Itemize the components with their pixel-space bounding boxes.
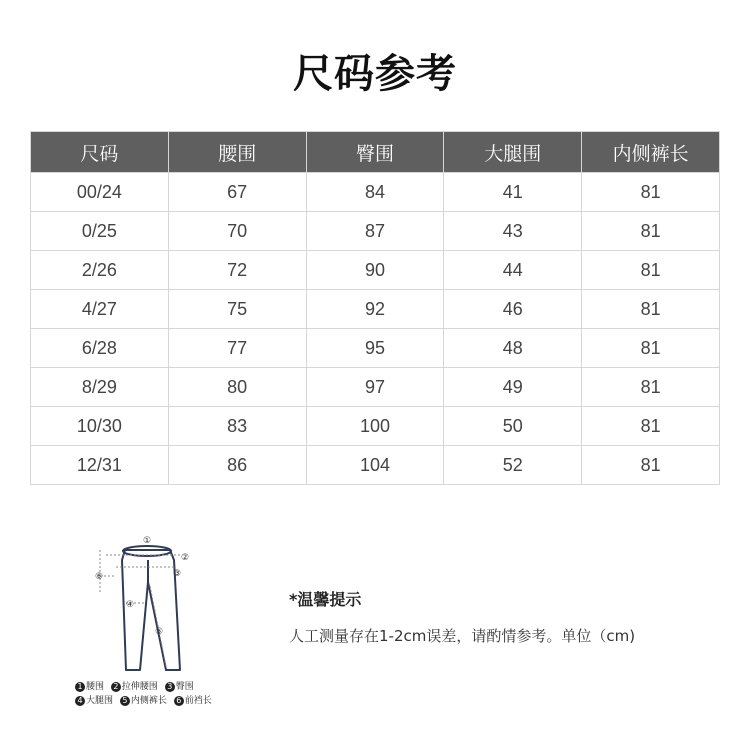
cell-size: 12/31 <box>31 446 169 485</box>
cell-waist: 77 <box>168 329 306 368</box>
cell-waist: 70 <box>168 212 306 251</box>
diagram-legend <box>75 680 216 708</box>
tip-text: 人工测量存在1-2cm误差，请酌情参考。单位（cm) <box>289 627 636 645</box>
cell-size: 8/29 <box>31 368 169 407</box>
cell-inseam: 81 <box>582 251 720 290</box>
cell-inseam: 81 <box>582 368 720 407</box>
cell-hip: 92 <box>306 290 444 329</box>
legend-item: 6 前裆长 <box>174 696 212 706</box>
table-row <box>31 212 720 251</box>
legend-item: 1 腰围 <box>75 682 104 692</box>
header-thigh: 大腿围 <box>444 132 582 173</box>
cell-hip: 97 <box>306 368 444 407</box>
pants-outline-icon <box>122 550 180 670</box>
cell-thigh: 41 <box>444 173 582 212</box>
cell-inseam: 81 <box>582 407 720 446</box>
cell-hip: 100 <box>306 407 444 446</box>
marker-6: ⑥ <box>95 572 104 582</box>
cell-thigh: 48 <box>444 329 582 368</box>
legend-item: 5 内侧裤长 <box>120 696 167 706</box>
cell-size: 4/27 <box>31 290 169 329</box>
cell-size: 6/28 <box>31 329 169 368</box>
cell-inseam: 81 <box>582 212 720 251</box>
cell-thigh: 44 <box>444 251 582 290</box>
legend-item: 4 大腿围 <box>75 696 113 706</box>
cell-inseam: 81 <box>582 173 720 212</box>
cell-thigh: 52 <box>444 446 582 485</box>
cell-hip: 90 <box>306 251 444 290</box>
cell-inseam: 81 <box>582 290 720 329</box>
table-row <box>31 446 720 485</box>
table-header-row <box>31 132 720 173</box>
marker-4: ④ <box>126 600 135 610</box>
cell-waist: 80 <box>168 368 306 407</box>
tip-title: *温馨提示 <box>289 590 362 609</box>
cell-waist: 67 <box>168 173 306 212</box>
marker-3: ③ <box>173 569 182 579</box>
table-row <box>31 368 720 407</box>
cell-hip: 87 <box>306 212 444 251</box>
header-inseam: 内侧裤长 <box>582 132 720 173</box>
cell-thigh: 49 <box>444 368 582 407</box>
cell-hip: 84 <box>306 173 444 212</box>
cell-size: 2/26 <box>31 251 169 290</box>
marker-1: ① <box>143 536 152 546</box>
cell-thigh: 43 <box>444 212 582 251</box>
page-title: 尺码参考 <box>293 51 457 97</box>
cell-size: 10/30 <box>31 407 169 446</box>
table-row <box>31 290 720 329</box>
legend-item: 2 拉伸腰围 <box>111 682 158 692</box>
cell-thigh: 46 <box>444 290 582 329</box>
cell-size: 0/25 <box>31 212 169 251</box>
table-row <box>31 407 720 446</box>
cell-inseam: 81 <box>582 446 720 485</box>
header-hip: 臀围 <box>306 132 444 173</box>
cell-hip: 95 <box>306 329 444 368</box>
legend-item: 3 臀围 <box>165 682 194 692</box>
marker-2: ② <box>181 553 190 563</box>
legend-row <box>75 680 216 694</box>
table-row <box>31 173 720 212</box>
table-row <box>31 329 720 368</box>
header-waist: 腰围 <box>168 132 306 173</box>
cell-waist: 75 <box>168 290 306 329</box>
legend-row <box>75 694 216 708</box>
marker-5: ⑤ <box>155 627 164 637</box>
cell-waist: 86 <box>168 446 306 485</box>
cell-hip: 104 <box>306 446 444 485</box>
cell-inseam: 81 <box>582 329 720 368</box>
cell-size: 00/24 <box>31 173 169 212</box>
cell-waist: 72 <box>168 251 306 290</box>
header-size: 尺码 <box>31 132 169 173</box>
table-row <box>31 251 720 290</box>
size-chart-table <box>30 131 720 485</box>
cell-thigh: 50 <box>444 407 582 446</box>
cell-waist: 83 <box>168 407 306 446</box>
